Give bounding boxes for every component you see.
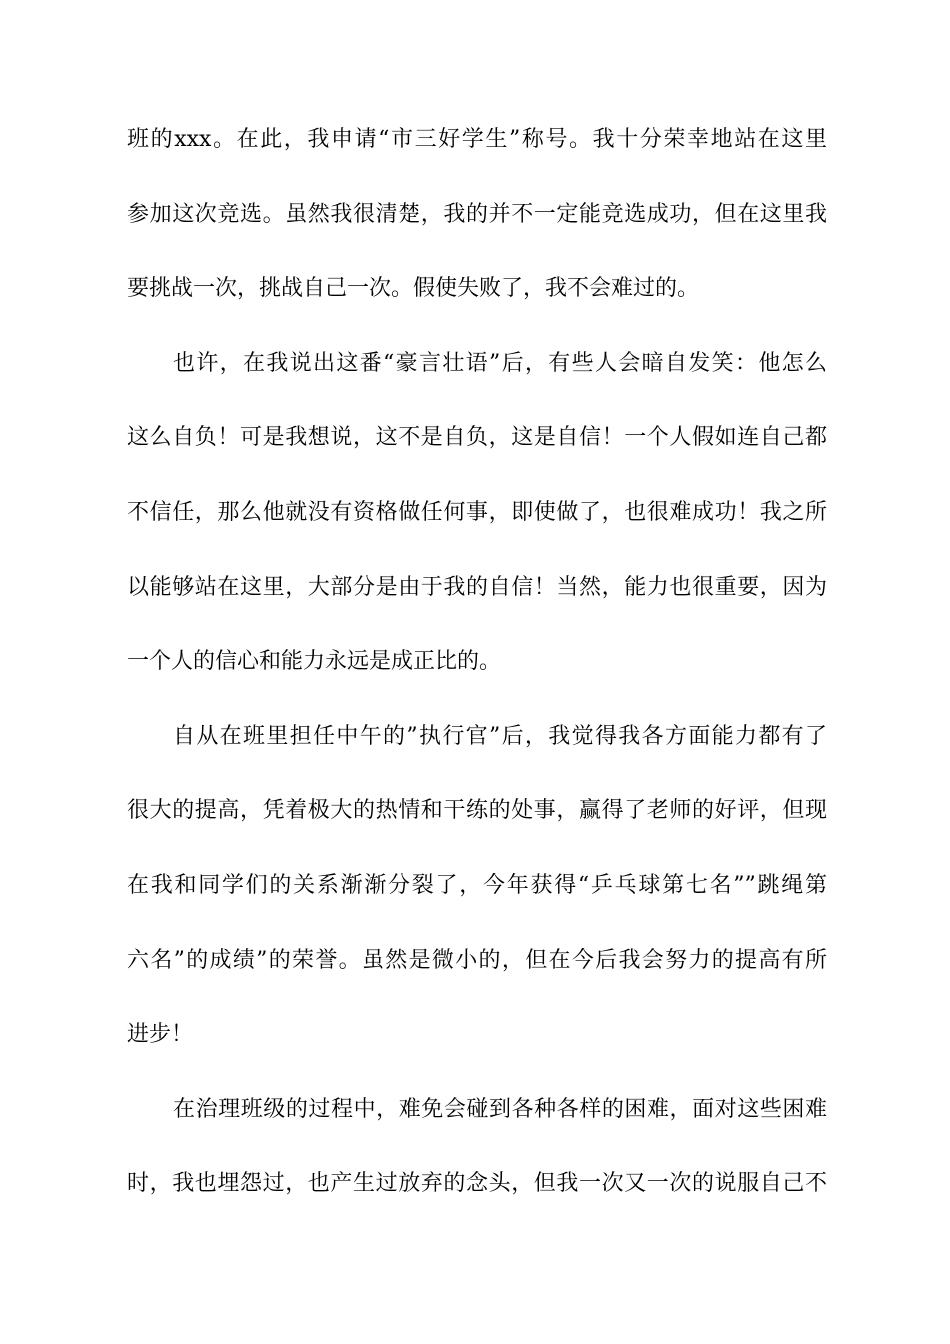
text-line: 六名”的成绩”的荣誉。虽然是微小的，但在今后我会努力的提高有所 — [127, 947, 827, 973]
text-line: 参加这次竞选。虽然我很清楚，我的并不一定能竞选成功，但在这里我 — [127, 201, 827, 227]
text-line: 不信任，那么他就没有资格做任何事，即使做了，也很难成功！我之所 — [127, 499, 827, 525]
text-line: 时，我也埋怨过，也产生过放弃的念头，但我一次又一次的说服自己不 — [127, 1171, 827, 1197]
text-line: 进步！ — [127, 1022, 194, 1048]
text-line: 以能够站在这里，大部分是由于我的自信！当然，能力也很重要，因为 — [127, 574, 827, 600]
text-line: 班的xxx。在此，我申请“市三好学生”称号。我十分荣幸地站在这里 — [127, 127, 827, 152]
text-line: 这么自负！可是我想说，这不是自负，这是自信！一个人假如连自己都 — [127, 425, 827, 451]
text-line: 在我和同学们的关系渐渐分裂了，今年获得“乒乓球第七名””跳绳第 — [127, 872, 827, 898]
paragraph-first-line: 也许，在我说出这番“豪言壮语”后，有些人会暗自发笑：他怎么 — [173, 350, 827, 376]
paragraph-first-line: 在治理班级的过程中，难免会碰到各种各样的困难，面对这些困难 — [173, 1096, 827, 1122]
paragraph-first-line: 自从在班里担任中午的”执行官”后，我觉得我各方面能力都有了 — [173, 723, 827, 749]
text-line: 要挑战一次，挑战自己一次。假使失败了，我不会难过的。 — [127, 276, 700, 302]
document-body — [127, 110, 827, 1229]
text-line: 很大的提高，凭着极大的热情和干练的处事，赢得了老师的好评，但现 — [127, 798, 827, 824]
text-line: 一个人的信心和能力永远是成正比的。 — [127, 649, 502, 675]
